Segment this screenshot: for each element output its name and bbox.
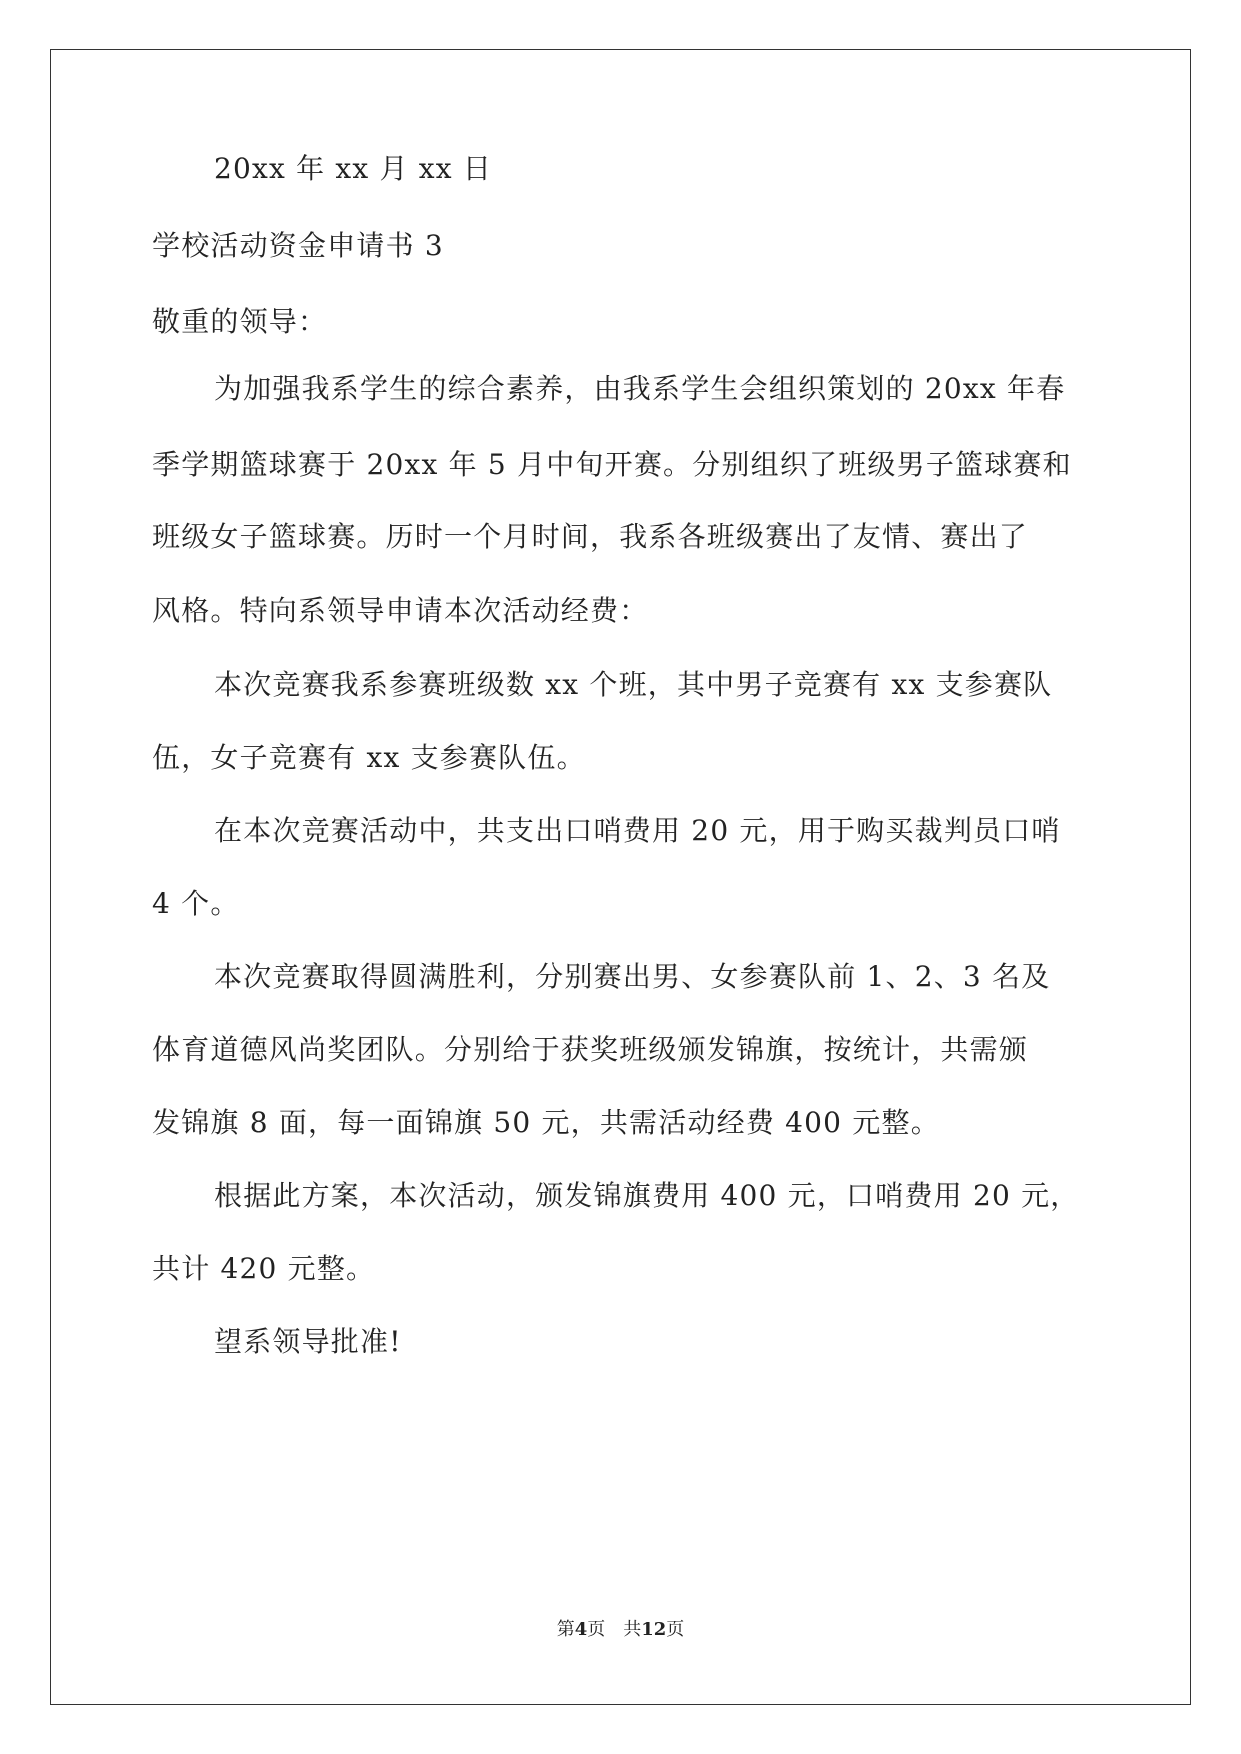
date-line: 20xx 年 xx 月 xx 日 — [214, 152, 493, 185]
page-current: 4 — [574, 1619, 588, 1640]
page-mid: 页 共 — [587, 1619, 642, 1640]
paragraph-line: 共计 420 元整。 — [152, 1252, 376, 1285]
paragraph-line: 季学期篮球赛于 20xx 年 5 月中旬开赛。分别组织了班级男子篮球赛和 — [152, 448, 1072, 481]
page-number-footer — [0, 1618, 1241, 1642]
paragraph-line: 风格。特向系领导申请本次活动经费： — [152, 594, 649, 627]
paragraph-line: 发锦旗 8 面，每一面锦旗 50 元，共需活动经费 400 元整。 — [152, 1106, 940, 1139]
page-prefix: 第 — [556, 1619, 575, 1640]
closing-line: 望系领导批准! — [214, 1325, 402, 1358]
salutation: 敬重的领导： — [152, 305, 328, 338]
paragraph-line: 伍，女子竞赛有 xx 支参赛队伍。 — [152, 741, 586, 774]
paragraph-line: 为加强我系学生的综合素养，由我系学生会组织策划的 20xx 年春 — [214, 372, 1066, 405]
paragraph-line: 4 个。 — [152, 887, 240, 920]
paragraph-line: 体育道德风尚奖团队。分别给于获奖班级颁发锦旗，按统计，共需颁 — [152, 1033, 1029, 1066]
page-border — [50, 49, 1191, 1705]
paragraph-line: 根据此方案，本次活动，颁发锦旗费用 400 元，口哨费用 20 元， — [214, 1179, 1080, 1212]
section-title: 学校活动资金申请书 3 — [152, 229, 444, 262]
page-suffix: 页 — [666, 1619, 685, 1640]
paragraph-line: 本次竞赛我系参赛班级数 xx 个班，其中男子竞赛有 xx 支参赛队 — [214, 668, 1053, 701]
paragraph-line: 本次竞赛取得圆满胜利，分别赛出男、女参赛队前 1、2、3 名及 — [214, 960, 1051, 993]
paragraph-line: 在本次竞赛活动中，共支出口哨费用 20 元，用于购买裁判员口哨 — [214, 814, 1061, 847]
page-total: 12 — [641, 1619, 667, 1640]
paragraph-line: 班级女子篮球赛。历时一个月时间，我系各班级赛出了友情、赛出了 — [152, 520, 1029, 553]
